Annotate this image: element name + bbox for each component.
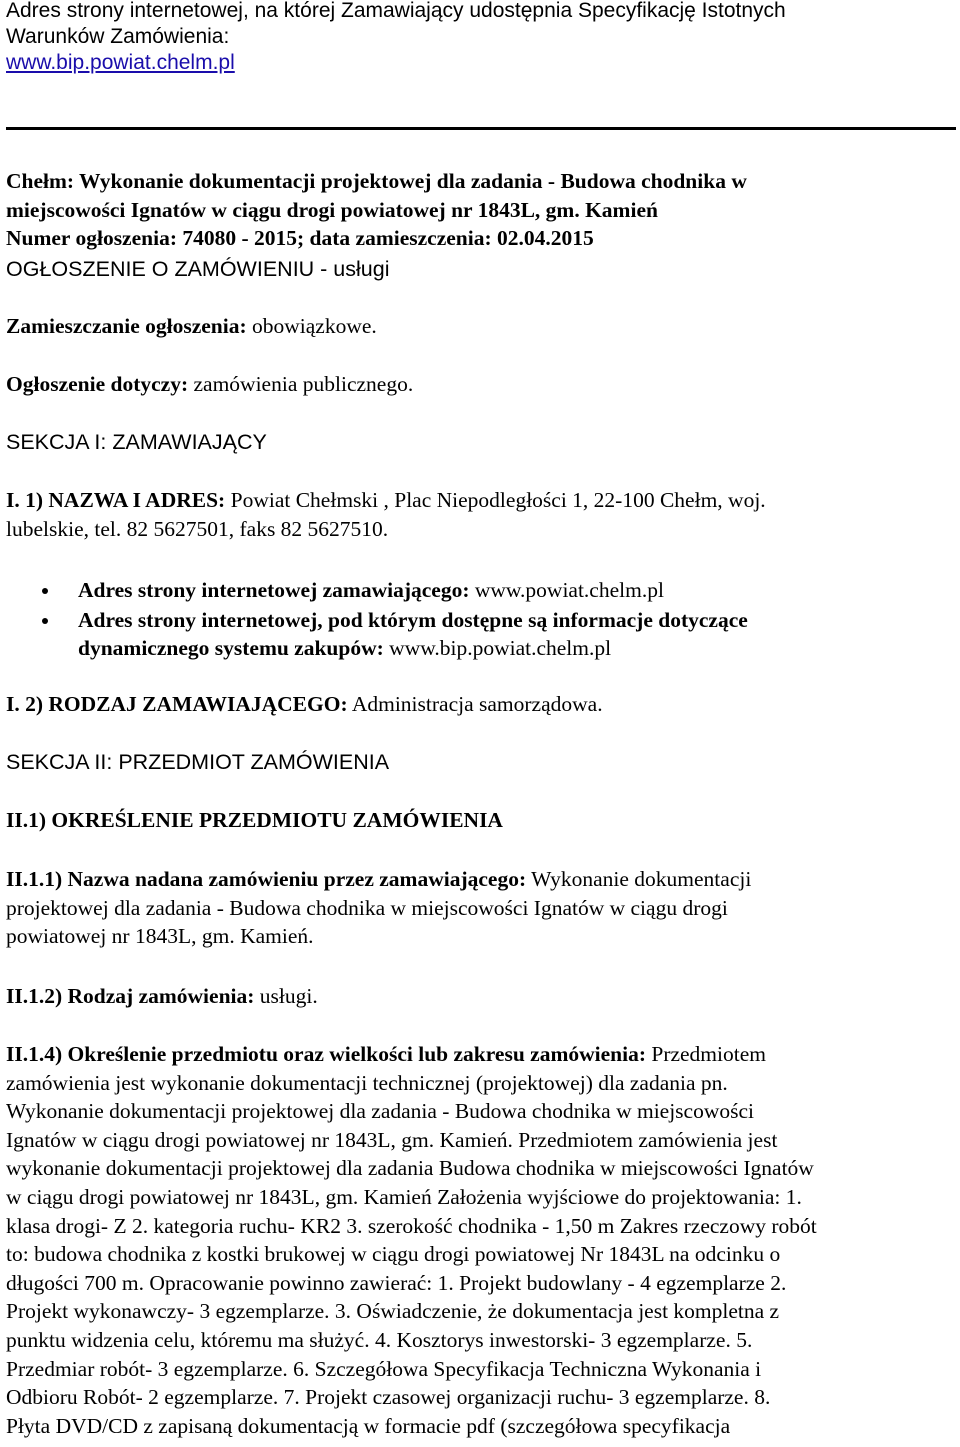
bullet-label: Adres strony internetowej zamawiającego: — [78, 578, 470, 602]
bullet-label: Adres strony internetowej, pod którym dostępne są informacje dotyczące — [78, 607, 748, 632]
title-line-1: Chełm: Wykonanie dokumentacji projektowej dla zadania - Budowa chodnika w — [6, 169, 747, 193]
scope-line: w ciągu drogi powiatowej nr 1843L, gm. Kamień Założenia wyjściowe do projektowania: 1. — [6, 1184, 802, 1209]
scope-line: wykonanie dokumentacji projektowej dla zadania Budowa chodnika w miejscowości Ignatów — [6, 1156, 814, 1181]
bullet-icon — [42, 618, 48, 624]
scope-line: Przedmiar robót- 3 egzemplarze. 6. Szczegółowa Specyfikacja Techniczna Wykonania i — [6, 1356, 762, 1381]
scope-line: Projekt wykonawczy- 3 egzemplarze. 3. Oświadczenie, że dokumentacja jest kompletna z — [6, 1299, 780, 1324]
bullet-icon — [42, 588, 48, 594]
scope-line: zamówienia jest wykonanie dokumentacji technicznej (projektowej) dla zadania pn. — [6, 1070, 728, 1095]
notice-title — [6, 167, 747, 253]
scope-paragraph — [6, 1040, 817, 1440]
concerns-label: Ogłoszenie dotyczy: — [6, 372, 189, 396]
scope-line: to: budowa chodnika z kostki brukowej w ciągu drogi powiatowej Nr 1843L na odcinku o — [6, 1242, 781, 1267]
list-item — [78, 576, 938, 605]
order-kind-label: II.1.2) Rodzaj zamówienia: — [6, 984, 255, 1008]
name-address-line-1: Powiat Chełmski , Plac Niepodległości 1, 22-100 Chełm, woj. — [230, 488, 766, 512]
scope-line: Ignatów w ciągu drogi powiatowej nr 1843L, gm. Kamień. Przedmiotem zamówienia jest — [6, 1127, 778, 1152]
bullet-value[interactable]: www.bip.powiat.chelm.pl — [389, 636, 612, 661]
title-line-3: Numer ogłoszenia: 74080 - 2015; data zamieszczenia: 02.04.2015 — [6, 226, 594, 251]
list-item — [78, 606, 938, 663]
name-address-label: I. 1) NAZWA I ADRES: — [6, 488, 226, 512]
order-name-label: II.1.1) Nazwa nadana zamówieniu przez zamawiającego: — [6, 867, 527, 891]
scope-first: Przedmiotem — [651, 1042, 766, 1066]
order-kind-value: usługi. — [259, 984, 318, 1008]
scope-label: II.1.4) Określenie przedmiotu oraz wielkości lub zakresu zamówienia: — [6, 1042, 646, 1066]
header-line-1: Adres strony internetowej, na której Zamawiający udostępnia Specyfikację Istotnych — [6, 0, 786, 22]
scope-line: punktu widzenia celu, któremu ma służyć. 4. Kosztorys inwestorski- 3 egzemplarze. 5. — [6, 1327, 753, 1352]
header-block — [6, 0, 786, 76]
header-line-2: Warunków Zamówienia: — [6, 25, 230, 48]
horizontal-divider — [6, 127, 956, 130]
scope-line: Odbioru Robót- 2 egzemplarze. 7. Projekt czasowej organizacji ruchu- 3 egzemplarze. 8. — [6, 1385, 771, 1410]
order-name-line-3: powiatowej nr 1843L, gm. Kamień. — [6, 924, 314, 949]
concerns-value: zamówienia publicznego. — [193, 372, 414, 396]
scope-line: Płyta DVD/CD z zapisaną dokumentacją w formacie pdf (szczegółowa specyfikacja — [6, 1413, 731, 1438]
type-label: I. 2) RODZAJ ZAMAWIAJĄCEGO: — [6, 692, 348, 716]
address-list — [78, 576, 938, 664]
title-line-2: miejscowości Ignatów w ciągu drogi powiatowej nr 1843L, gm. Kamień — [6, 197, 658, 222]
scope-line: długości 700 m. Opracowanie powinno zawierać: 1. Projekt budowlany - 4 egzemplarze 2. — [6, 1270, 787, 1295]
scope-line: klasa drogi- Z 2. kategoria ruchu- KR2 3. szerokość chodnika - 1,50 m Zakres rzeczowy robót — [6, 1213, 817, 1238]
order-name-line-1: Wykonanie dokumentacji — [531, 867, 752, 891]
section-1-title: SEKCJA I: ZAMAWIAJĄCY — [6, 430, 267, 454]
notice-type: OGŁOSZENIE O ZAMÓWIENIU - usługi — [6, 257, 390, 281]
scope-line: Wykonanie dokumentacji projektowej dla zadania - Budowa chodnika w miejscowości — [6, 1099, 754, 1124]
name-address-line-2: lubelskie, tel. 82 5627501, faks 82 5627510. — [6, 516, 389, 541]
siwz-link[interactable]: www.bip.powiat.chelm.pl — [6, 51, 235, 74]
type-value: Administracja samorządowa. — [351, 692, 603, 716]
bullet-label-cont: dynamicznego systemu zakupów: — [78, 636, 384, 661]
section-2-subtitle: II.1) OKREŚLENIE PRZEDMIOTU ZAMÓWIENIA — [6, 808, 503, 832]
bullet-value[interactable]: www.powiat.chelm.pl — [474, 578, 664, 602]
section-2-title: SEKCJA II: PRZEDMIOT ZAMÓWIENIA — [6, 750, 390, 774]
placement-value: obowiązkowe. — [252, 314, 377, 338]
order-name-line-2: projektowej dla zadania - Budowa chodnika w miejscowości Ignatów w ciągu drogi — [6, 895, 728, 920]
placement-label: Zamieszczanie ogłoszenia: — [6, 314, 247, 338]
